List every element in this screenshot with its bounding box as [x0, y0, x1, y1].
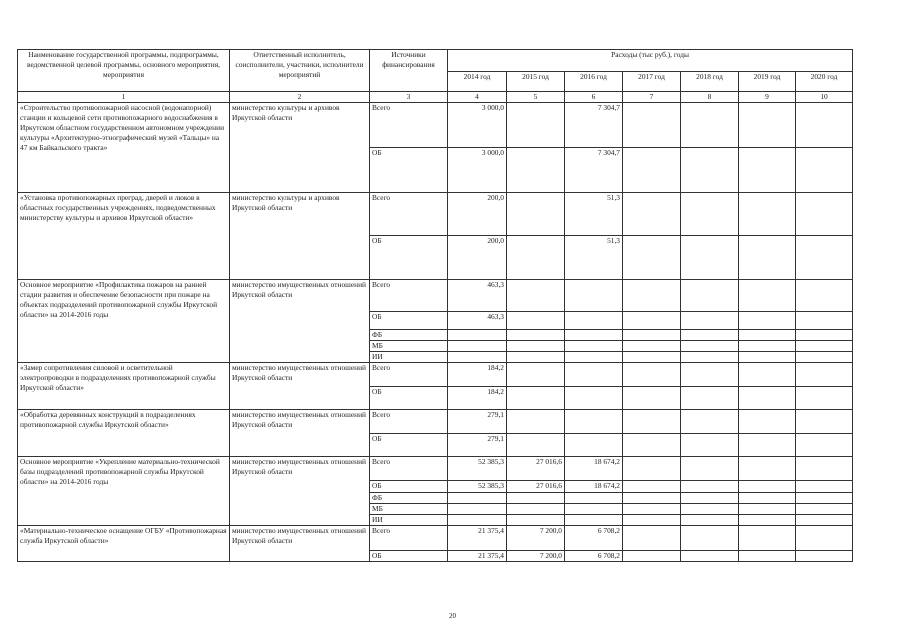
table-row — [18, 280, 853, 312]
expense-value — [448, 504, 507, 515]
expense-value — [739, 330, 796, 341]
expense-value — [507, 280, 565, 312]
expense-value: 200,0 — [448, 193, 507, 236]
expense-value — [739, 457, 796, 481]
expense-value — [681, 280, 739, 312]
funding-source: ФБ — [370, 330, 448, 341]
expense-value — [448, 493, 507, 504]
column-number: 9 — [739, 92, 796, 103]
header-source: Источники финансирования — [370, 50, 448, 92]
expense-value: 21 375,4 — [448, 526, 507, 551]
measure-name: «Замер сопротивления силовой и осветительной электропроводки в подразделениях противопожарной службы Иркутской области» — [18, 363, 230, 410]
expense-value — [739, 387, 796, 410]
expense-value — [623, 312, 681, 330]
expense-value — [739, 551, 796, 562]
expense-value — [565, 363, 623, 387]
expense-value — [796, 193, 853, 236]
expense-value — [681, 341, 739, 352]
header-year: 2020 год — [796, 72, 853, 92]
expense-value — [796, 457, 853, 481]
expense-value — [796, 236, 853, 280]
header-year: 2018 год — [681, 72, 739, 92]
expense-value: 27 016,6 — [507, 457, 565, 481]
table-row — [18, 363, 853, 387]
header-row — [18, 50, 853, 72]
expense-value: 7 304,7 — [565, 103, 623, 148]
table-row — [18, 526, 853, 551]
expense-value: 18 674,2 — [565, 457, 623, 481]
column-number: 2 — [230, 92, 370, 103]
expense-value — [796, 148, 853, 193]
measure-executor: министерство имущественных отношений Иркутской области — [230, 280, 370, 363]
expense-value: 184,2 — [448, 363, 507, 387]
column-number: 4 — [448, 92, 507, 103]
expense-value — [623, 434, 681, 457]
expense-value — [623, 515, 681, 526]
expense-value — [796, 551, 853, 562]
expense-value: 6 708,2 — [565, 551, 623, 562]
expense-value — [739, 493, 796, 504]
measure-executor: министерство культуры и архивов Иркутской области — [230, 193, 370, 280]
expense-value — [739, 280, 796, 312]
column-number: 10 — [796, 92, 853, 103]
funding-source: ОБ — [370, 481, 448, 493]
expense-value — [739, 352, 796, 363]
expense-value — [623, 103, 681, 148]
expense-value — [507, 193, 565, 236]
measure-name: Основное мероприятие «Укрепление материально-технической базы подразделений противопожарной службы Иркутской области» на 2014-2016 годы — [18, 457, 230, 526]
funding-source: МБ — [370, 341, 448, 352]
table-body — [18, 103, 853, 562]
expense-value — [623, 504, 681, 515]
header-year: 2014 год — [448, 72, 507, 92]
expense-value — [448, 515, 507, 526]
measure-name: «Строительство противопожарной насосной (водонапорной) станции и кольцевой сети противопожарного водоснабжения в Иркутском областном государственном автономном учреждении культуры «Архитектурно-этнографический музей «Тальцы» на 47 км Байкальского тракта» — [18, 103, 230, 193]
header-year: 2016 год — [565, 72, 623, 92]
expense-value — [565, 493, 623, 504]
expense-value — [507, 341, 565, 352]
column-number: 5 — [507, 92, 565, 103]
funding-source: ОБ — [370, 434, 448, 457]
expense-value — [681, 236, 739, 280]
expense-value — [739, 103, 796, 148]
expense-value: 21 375,4 — [448, 551, 507, 562]
expense-value — [623, 193, 681, 236]
measure-executor: министерство культуры и архивов Иркутской области — [230, 103, 370, 193]
expense-value — [681, 457, 739, 481]
expense-value — [565, 330, 623, 341]
expense-value — [507, 504, 565, 515]
expense-value — [796, 410, 853, 434]
funding-source: Всего — [370, 457, 448, 481]
expense-value — [565, 515, 623, 526]
expense-value: 463,3 — [448, 312, 507, 330]
expense-value — [507, 434, 565, 457]
measure-executor: министерство имущественных отношений Иркутской области — [230, 526, 370, 562]
expense-value — [623, 352, 681, 363]
expense-value — [507, 410, 565, 434]
expense-value — [507, 363, 565, 387]
expense-value: 3 000,0 — [448, 148, 507, 193]
expense-value — [796, 363, 853, 387]
expense-value: 7 200,0 — [507, 551, 565, 562]
expense-value: 184,2 — [448, 387, 507, 410]
table-row — [18, 457, 853, 481]
expense-value — [623, 236, 681, 280]
measure-name: «Материально-техническое оснащение ОГБУ «Противопожарная служба Иркутской области» — [18, 526, 230, 562]
expense-value — [507, 387, 565, 410]
expense-value — [796, 387, 853, 410]
expense-value — [507, 493, 565, 504]
expense-value — [623, 280, 681, 312]
expense-value — [796, 481, 853, 493]
funding-source: Всего — [370, 103, 448, 148]
expense-value — [565, 504, 623, 515]
funding-source: ОБ — [370, 236, 448, 280]
header-executor: Ответственный исполнитель, соисполнители, участники, исполнители мероприятий — [230, 50, 370, 92]
expense-value — [739, 481, 796, 493]
measure-name: Основное мероприятие «Профилактика пожаров на ранней стадии развития и обеспечение безопасности при пожаре на объектах подразделений противопожарной службы Иркутской области» на 2014-2016 годы — [18, 280, 230, 363]
page-number: 20 — [449, 612, 456, 620]
funding-source: ОБ — [370, 148, 448, 193]
column-numbers-row — [18, 92, 853, 103]
expense-value — [507, 312, 565, 330]
header-year: 2017 год — [623, 72, 681, 92]
expense-value — [623, 148, 681, 193]
funding-source: Всего — [370, 193, 448, 236]
funding-source: ОБ — [370, 312, 448, 330]
measure-name: «Обработка деревянных конструкций в подразделениях противопожарной службы Иркутской области» — [18, 410, 230, 457]
expense-value — [796, 352, 853, 363]
expense-value — [507, 103, 565, 148]
expense-value: 27 016,6 — [507, 481, 565, 493]
expense-value: 3 000,0 — [448, 103, 507, 148]
measure-name: «Установка противопожарных преград, дверей и люков в областных государственных учреждениях, подведомственных министерству культуры и архивов Иркутской области» — [18, 193, 230, 280]
expense-value — [739, 148, 796, 193]
expense-value: 52 385,3 — [448, 457, 507, 481]
column-number: 6 — [565, 92, 623, 103]
expense-value — [623, 341, 681, 352]
budget-table — [17, 49, 853, 562]
expense-value — [739, 434, 796, 457]
header-year: 2019 год — [739, 72, 796, 92]
expense-value — [623, 363, 681, 387]
expense-value — [739, 193, 796, 236]
table-row — [18, 410, 853, 434]
header-name: Наименование государственной программы, подпрограммы, ведомственной целевой программы, основного мероприятия, мероприятия — [18, 50, 230, 92]
expense-value — [796, 504, 853, 515]
funding-source: ИИ — [370, 515, 448, 526]
expense-value — [796, 493, 853, 504]
expense-value: 51,3 — [565, 193, 623, 236]
expense-value — [739, 504, 796, 515]
expense-value — [681, 434, 739, 457]
expense-value — [739, 363, 796, 387]
expense-value — [681, 352, 739, 363]
measure-executor: министерство имущественных отношений Иркутской области — [230, 363, 370, 410]
column-number: 7 — [623, 92, 681, 103]
expense-value — [796, 434, 853, 457]
expense-value: 6 708,2 — [565, 526, 623, 551]
expense-value: 7 200,0 — [507, 526, 565, 551]
measure-executor: министерство имущественных отношений Иркутской области — [230, 410, 370, 457]
expense-value: 200,0 — [448, 236, 507, 280]
funding-source: Всего — [370, 526, 448, 551]
expense-value: 279,1 — [448, 434, 507, 457]
funding-source: Всего — [370, 280, 448, 312]
expense-value — [681, 330, 739, 341]
funding-source: Всего — [370, 410, 448, 434]
table-row — [18, 193, 853, 236]
expense-value — [681, 363, 739, 387]
expense-value — [796, 103, 853, 148]
expense-value — [739, 410, 796, 434]
funding-source: ОБ — [370, 387, 448, 410]
expense-value — [507, 330, 565, 341]
expense-value — [681, 387, 739, 410]
funding-source: ОБ — [370, 551, 448, 562]
expense-value — [739, 526, 796, 551]
table-row — [18, 103, 853, 148]
column-number: 1 — [18, 92, 230, 103]
expense-value — [565, 352, 623, 363]
expense-value — [681, 504, 739, 515]
expense-value — [739, 515, 796, 526]
expense-value — [507, 352, 565, 363]
expense-value — [448, 341, 507, 352]
expense-value — [623, 387, 681, 410]
expense-value — [623, 526, 681, 551]
expense-value: 18 674,2 — [565, 481, 623, 493]
expense-value: 279,1 — [448, 410, 507, 434]
expense-value — [507, 148, 565, 193]
expense-value: 463,3 — [448, 280, 507, 312]
funding-source: МБ — [370, 504, 448, 515]
expense-value — [681, 103, 739, 148]
expense-value: 7 304,7 — [565, 148, 623, 193]
expense-value — [448, 352, 507, 363]
expense-value — [448, 330, 507, 341]
expense-value — [739, 341, 796, 352]
funding-source: ИИ — [370, 352, 448, 363]
expense-value — [623, 481, 681, 493]
funding-source: Всего — [370, 363, 448, 387]
expense-value — [681, 515, 739, 526]
expense-value — [739, 236, 796, 280]
expense-value — [623, 551, 681, 562]
expense-value — [796, 330, 853, 341]
expense-value — [565, 434, 623, 457]
funding-source: ФБ — [370, 493, 448, 504]
expense-value — [681, 481, 739, 493]
expense-value — [623, 330, 681, 341]
expense-value — [796, 526, 853, 551]
expense-value — [739, 312, 796, 330]
header-year: 2015 год — [507, 72, 565, 92]
expense-value — [565, 341, 623, 352]
expense-value — [681, 526, 739, 551]
expense-value: 52 385,3 — [448, 481, 507, 493]
expense-value — [681, 312, 739, 330]
expense-value — [565, 387, 623, 410]
measure-executor: министерство имущественных отношений Иркутской области — [230, 457, 370, 526]
expense-value — [796, 341, 853, 352]
expense-value — [623, 410, 681, 434]
header-expenses: Расходы (тыс руб.), годы — [448, 50, 853, 72]
expense-value — [681, 193, 739, 236]
column-number: 3 — [370, 92, 448, 103]
expense-value — [623, 457, 681, 481]
expense-value — [796, 515, 853, 526]
column-number: 8 — [681, 92, 739, 103]
expense-value — [681, 410, 739, 434]
expense-value: 51,3 — [565, 236, 623, 280]
expense-value — [507, 515, 565, 526]
expense-value — [565, 312, 623, 330]
expense-value — [681, 551, 739, 562]
expense-value — [796, 312, 853, 330]
expense-value — [565, 280, 623, 312]
expense-value — [681, 148, 739, 193]
expense-value — [681, 493, 739, 504]
expense-value — [507, 236, 565, 280]
expense-value — [623, 493, 681, 504]
expense-value — [565, 410, 623, 434]
expense-value — [796, 280, 853, 312]
